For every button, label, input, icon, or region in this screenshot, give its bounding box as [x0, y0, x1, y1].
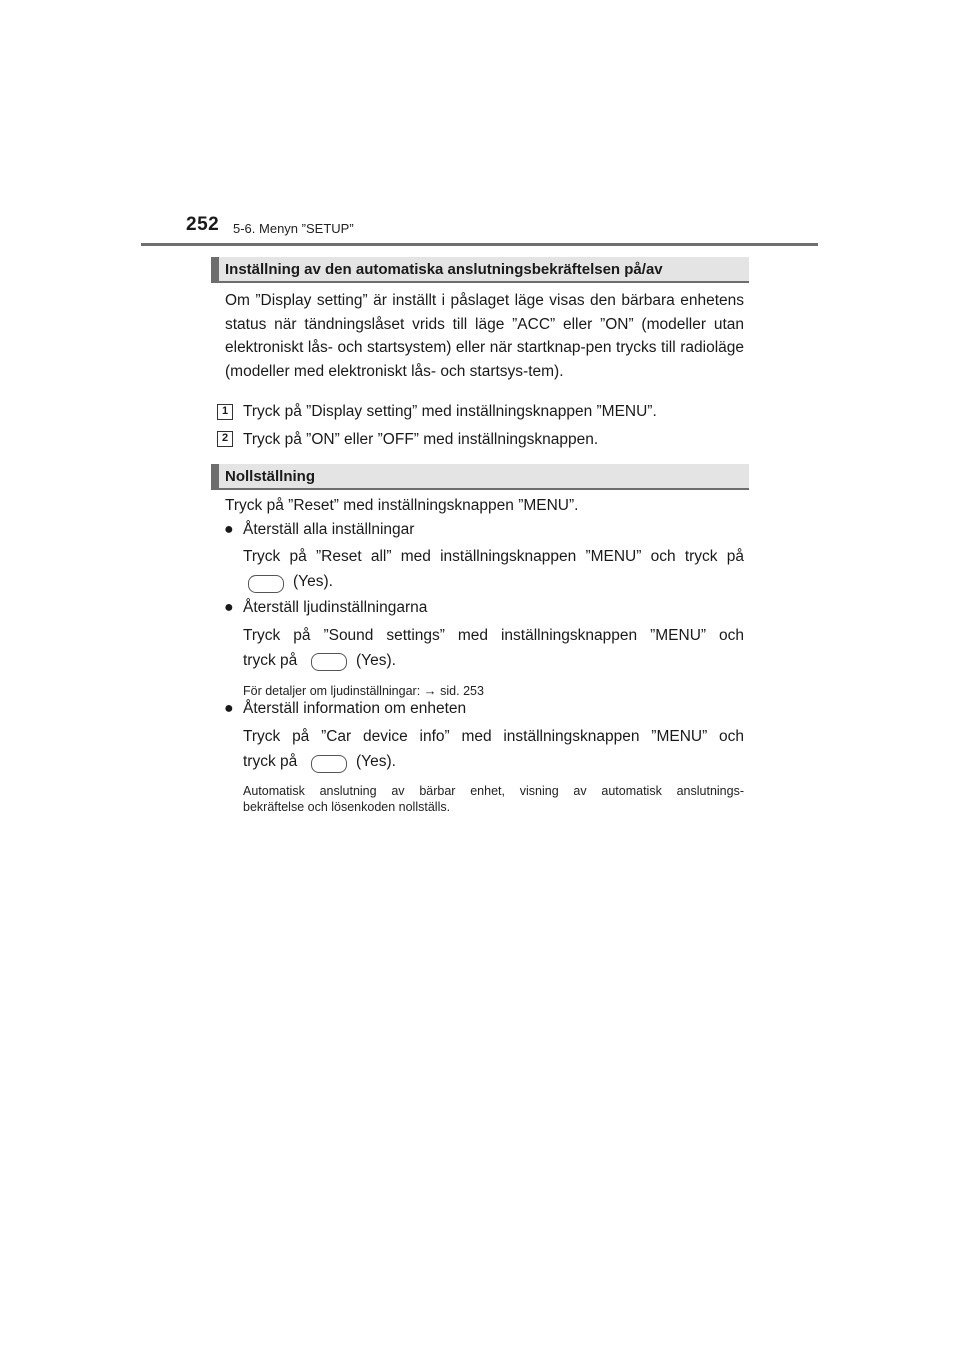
item-device-heading: Återställ information om enheten	[243, 700, 467, 717]
section2-intro: Tryck på ”Reset” med inställningsknappen ”MENU”.	[225, 497, 579, 514]
bullet-icon: ●	[224, 521, 234, 538]
item-device-text2: tryck på	[243, 753, 298, 770]
note-text: För detaljer om ljudinställningar:	[243, 684, 421, 698]
step-2-text: Tryck på ”ON” eller ”OFF” med inställningsknappen.	[243, 431, 599, 448]
section-title: Inställning av den automatiska anslutningsbekräftelsen på/av	[225, 261, 663, 278]
section-header-reset	[211, 464, 749, 490]
item-sound-note	[243, 683, 484, 699]
item-reset-all-heading: Återställ alla inställningar	[243, 521, 415, 538]
yes-button-icon	[248, 575, 284, 593]
bullet-icon: ●	[224, 700, 234, 717]
item-reset-all-yes: (Yes).	[293, 573, 333, 590]
step-2-badge: 2	[217, 431, 233, 447]
step-1-text: Tryck på ”Display setting” med inställningsknappen ”MENU”.	[243, 403, 657, 420]
page-number: 252	[186, 214, 220, 235]
item-sound-yes: (Yes).	[356, 652, 396, 669]
step-1-badge: 1	[217, 404, 233, 420]
item-reset-all-text: Tryck på ”Reset all” med inställningsknappen ”MENU” och tryck på	[243, 548, 744, 565]
item-sound-text: Tryck på ”Sound settings” med inställningsknappen ”MENU” och	[243, 627, 744, 644]
bullet-icon: ●	[224, 599, 234, 616]
section-header-auto-connect	[211, 257, 749, 283]
item-device-yes: (Yes).	[356, 753, 396, 770]
yes-button-icon	[311, 755, 347, 773]
item-sound-heading: Återställ ljudinställningarna	[243, 599, 428, 616]
section1-intro: Om ”Display setting” är inställt i påslaget läge visas den bärbara enhetens status när tändningslåset vrids till läge ”ACC” eller ”ON” (modeller utan elektroniskt lås- och startsystem) eller när startknap-pen trycks till radioläge (modeller med elektroniskt lås- och startsys-tem).	[225, 292, 744, 380]
yes-button-icon	[311, 653, 347, 671]
item-device-text: Tryck på ”Car device info” med inställningsknappen ”MENU” och	[243, 728, 744, 745]
arrow-right-icon: →	[423, 683, 437, 698]
item-sound-text2: tryck på	[243, 652, 298, 669]
running-head: 5-6. Menyn ”SETUP”	[233, 221, 354, 236]
item-device-note-line2: bekräftelse och lösenkoden nollställs.	[243, 800, 451, 814]
page-reference-link[interactable]: sid. 253	[440, 684, 484, 698]
item-device-note-line1: Automatisk anslutning av bärbar enhet, visning av automatisk anslutnings-	[243, 784, 744, 798]
header-rule	[141, 243, 818, 246]
section-title: Nollställning	[225, 468, 315, 485]
